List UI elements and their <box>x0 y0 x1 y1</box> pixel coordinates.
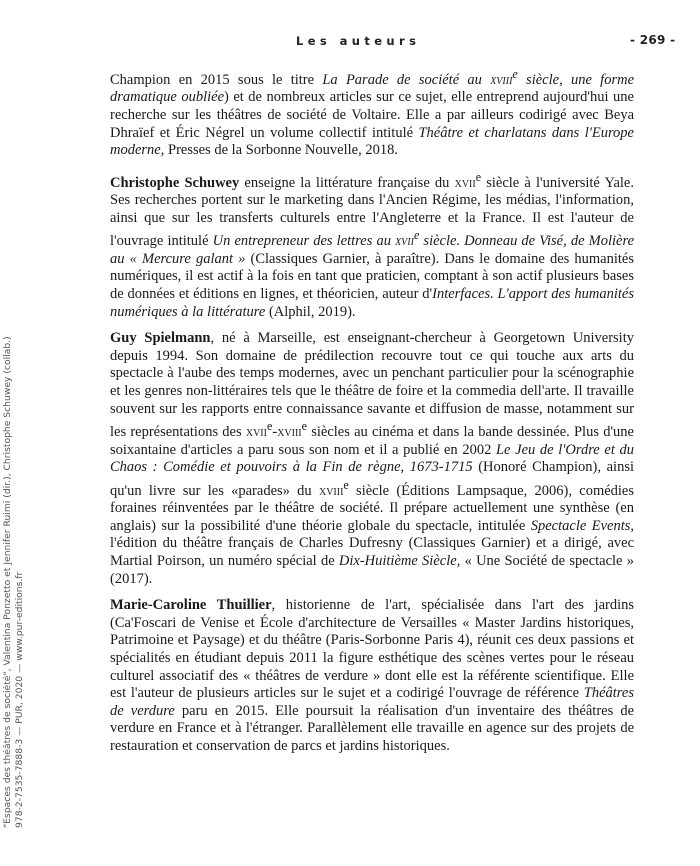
running-header-title: Les auteurs <box>296 34 421 48</box>
author-name: Marie-Caroline Thuillier <box>110 597 272 614</box>
author-name: Guy Spielmann <box>110 330 211 347</box>
page-number: - 269 - <box>630 33 676 47</box>
copyright-sidebar <box>2 336 26 828</box>
sidebar-isbn-line: 978-2-7535-7888-3 — PUR, 2020 — www.pur-editions.fr <box>14 571 25 828</box>
bio-paragraph-spielmann: Guy Spielmann, né à Marseille, est enseignant-chercheur à Georgetown University depuis 1994. Son domaine de prédilection recouvre tout ce qui touche aux arts du spectacle à l'aube des temps modernes, avec un penchant particulier pour la scénographie et les genres non-littéraires tels que le théâtre de foire et la commedia dell'arte. Il travaille souvent sur les rapports entre connaissance savante et diffusion de masse, notamment sur les représentations des xvii$^e$-xviii$^e$ siècles au cinéma et dans la bande dessinée. Plus d'une soixantaine d'articles a paru sous son nom et il a publié en 2002 Le Jeu de l'Ordre et du Chaos : Comédie et pouvoirs à la Fin de règne, 1673-1715 (Honoré Champion), ainsi qu'un livre sur les «parades» du xviii$^e$ siècle (Éditions Lampsaque, 2006), comédies foraines réinventées par le théâtre de société. Il prépare actuellement une synthèse (en anglais) sur la possibilité d'une théorie globale du spectacle, intitulée Spectacle Events, l'édition du théâtre français de Charles Dufresny (Classiques Garnier) et a dirigé, avec Martial Poirson, un numéro spécial de Dix-Huitième Siècle, « Une Société de spectacle » (2017). <box>110 330 635 587</box>
author-name: Christophe Schuwey <box>110 174 240 191</box>
author-bios <box>110 66 634 765</box>
bio-paragraph-thuillier: Marie-Caroline Thuillier, historienne de l'art, spécialisée dans l'art des jardins (Ca'Foscari de Venise et École d'architecture de Versailles « Master Jardins historiques, Patrimoine et Paysage) et du théâtre (Paris-Sorbonne Paris 4), réunit ces deux passions et spécialités en étudiant depuis 2011 la figure esthétique des scènes vertes pour le réseau culturel associatif des « théâtres de verdure » dont elle est la référente scientifique. Elle est l'auteur de plusieurs articles sur le sujet et a codirigé l'ouvrage de référence Théâtres de verdure paru en 2015. Elle poursuit la réalisation d'un inventaire des théâtres de verdure en France et à l'étranger. Parallèlement elle travaille en agence sur des projets de restauration et conservation de parcs et jardins historiques. <box>110 597 635 754</box>
sidebar-citation-line: "Espaces des théâtres de société", Valentina Ponzetto et Jennifer Ruimi (dir.), Christophe Schuwey (collab.) <box>2 336 13 828</box>
bio-paragraph-schuwey: Christophe Schuwey enseigne la littérature française du xvii$^e$ siècle à l'université Yale. Ses recherches portent sur le marketing dans l'Ancien Régime, les médias, l'information, ainsi que sur les transferts culturels entre l'Angleterre et la France. Il est l'auteur de l'ouvrage intitulé Un entrepreneur des lettres au xvii$^e$ siècle. Donneau de Visé, de Molière au « Mercure galant » (Classiques Garnier, à paraître). Dans le domaine des humanités numériques, il est actif à la fois en tant que praticien, comptant à son actif plusieurs bases de données et éditions en lignes, et théoricien, auteur d'Interfaces. L'apport des humanités numériques à la littérature (Alphil, 2019). <box>110 169 634 320</box>
bio-paragraph-continued: Champion en 2015 sous le titre La Parade de société au xviii$^e$ siècle, une forme dramatique oubliée) et de nombreux articles sur ce sujet, elle entreprend aujourd'hui une recherche sur les théâtres de société de Voltaire. Elle a par ailleurs codirigé avec Beya Dhraïef et Éric Négrel un volume collectif intitulé Théâtre et charlatans dans l'Europe moderne, Presses de la Sorbonne Nouvelle, 2018. <box>110 67 635 159</box>
